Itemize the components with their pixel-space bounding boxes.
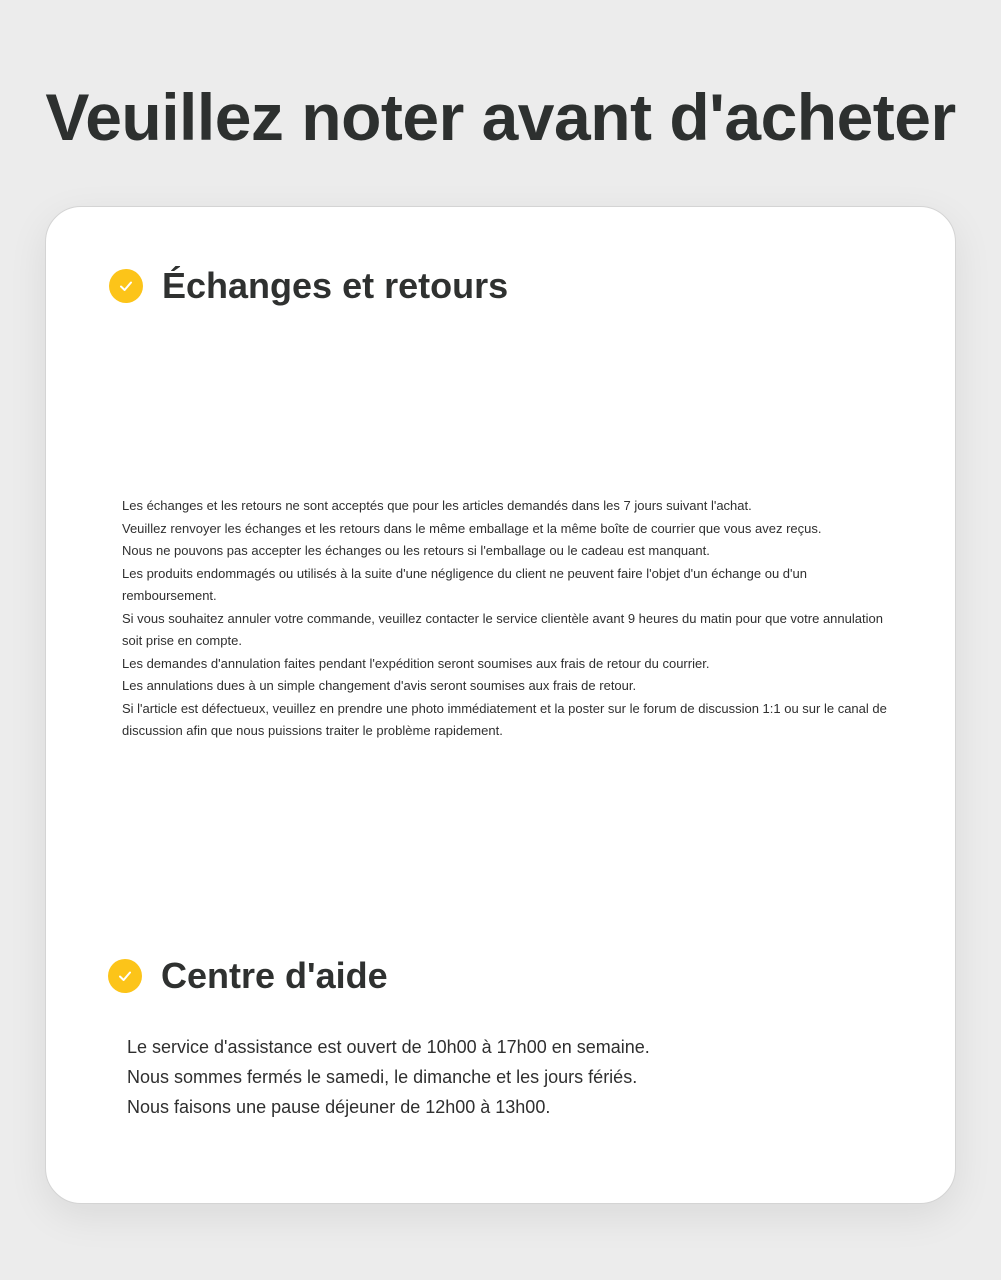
exchanges-returns-header — [109, 264, 508, 308]
check-circle-icon — [109, 269, 143, 303]
section-title-exchanges-returns: Échanges et retours — [162, 265, 509, 306]
policy-line: Nous ne pouvons pas accepter les échanges ou les retours si l'emballage ou le cadeau est manquant. — [122, 543, 710, 558]
help-line: Nous faisons une pause déjeuner de 12h00 à 13h00. — [127, 1097, 551, 1117]
section-title-help-center: Centre d'aide — [161, 955, 388, 996]
policy-line: Si vous souhaitez annuler votre commande, veuillez contacter le service clientèle avant 9 heures du matin pour que votre annulation soit prise en compte. — [122, 610, 883, 648]
help-center-list — [127, 1032, 887, 1122]
help-line: Nous sommes fermés le samedi, le dimanche et les jours fériés. — [127, 1067, 638, 1087]
policy-line: Veuillez renvoyer les échanges et les retours dans le même emballage et la même boîte de courrier que vous avez reçus. — [122, 520, 822, 536]
page-title: Veuillez noter avant d'acheter — [45, 80, 956, 154]
policy-line: Les demandes d'annulation faites pendant l'expédition seront soumises aux frais de retour du courrier. — [122, 655, 710, 671]
info-card — [45, 206, 956, 1204]
help-line: Le service d'assistance est ouvert de 10h00 à 17h00 en semaine. — [127, 1037, 650, 1057]
exchanges-returns-list — [122, 495, 902, 743]
help-center-header — [108, 954, 388, 998]
policy-line: Si l'article est défectueux, veuillez en prendre une photo immédiatement et la poster sur le forum de discussion 1:1 ou sur le canal de discussion afin que nous puissions traiter le problème rapidement. — [122, 700, 887, 738]
check-circle-icon — [108, 959, 142, 993]
policy-line: Les annulations dues à un simple changement d'avis seront soumises aux frais de retour. — [122, 678, 637, 693]
policy-line: Les échanges et les retours ne sont acceptés que pour les articles demandés dans les 7 jours suivant l'achat. — [122, 498, 752, 513]
policy-line: Les produits endommagés ou utilisés à la suite d'une négligence du client ne peuvent faire l'objet d'un échange ou d'un remboursement. — [122, 565, 807, 603]
